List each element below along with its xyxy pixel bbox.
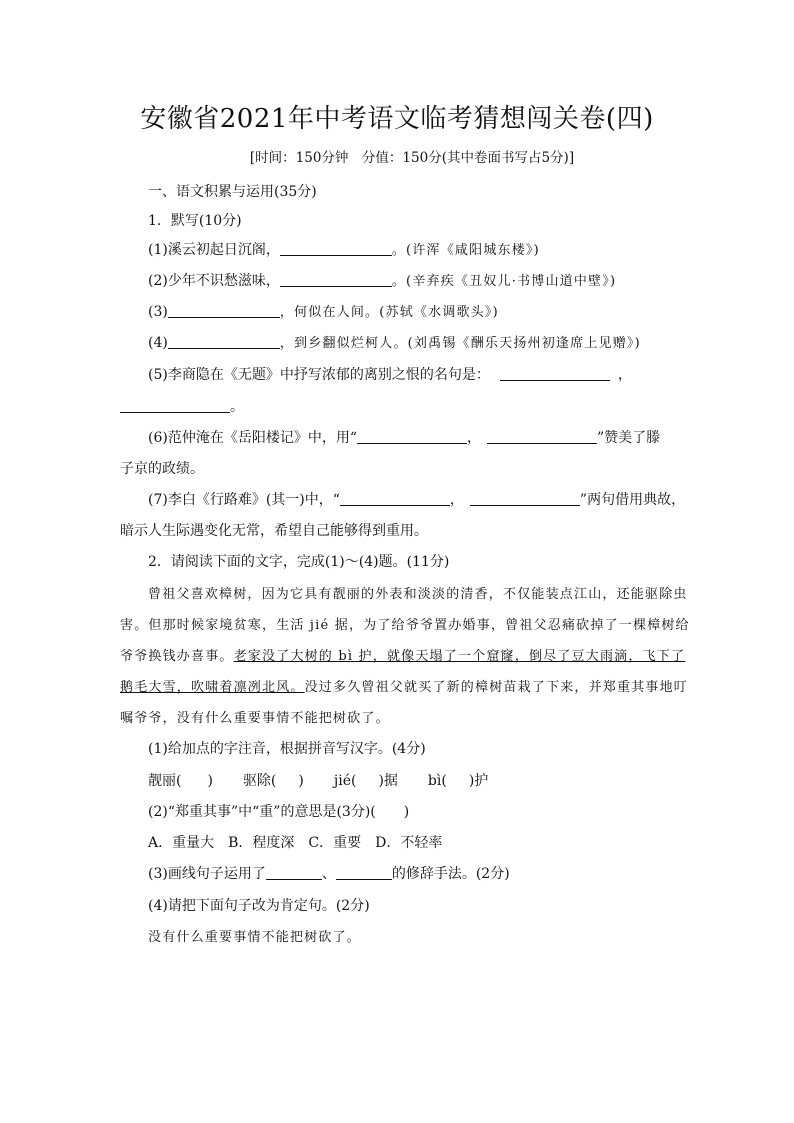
q2-sub-1-words	[148, 770, 488, 790]
passage-line	[120, 676, 688, 695]
q1-item-4	[148, 332, 641, 351]
q1-item-3-text: ，何似在人间。(苏轼《水调歌头》)	[279, 305, 499, 320]
exam-info: [时间：150分钟 分值：150分(其中卷面书写占5分)]	[249, 150, 575, 166]
q2-sub-3-text: (3)画线句子运用了	[148, 866, 266, 882]
question-2-heading: 2．请阅读下面的文字，完成(1)～(4)题。(11分)	[148, 554, 450, 570]
q1-item-6-tail: ”赞美了滕	[597, 430, 661, 446]
q1-item-5-end: 。	[230, 399, 244, 415]
q2-sub-2: (2)“郑重其事”中“重”的意思是(3分)( )	[148, 804, 410, 820]
underlined-sentence: 老家没了大树的 bì 护，就像天塌了一个窟窿，倒尽了豆大雨滴，飞下了	[233, 649, 686, 664]
answer-blank[interactable]	[168, 303, 280, 318]
q1-item-4-number: (4)	[148, 335, 168, 351]
q2-sub-3-tail: 的修辞手法。(2分)	[391, 866, 510, 882]
q2-sub-4: (4)请把下面句子改为肯定句。(2分)	[148, 898, 370, 914]
word-3: jié(	[333, 773, 357, 789]
q1-item-2-text: (2)少年不识愁滋味，	[148, 273, 280, 289]
q1-item-1-source: 。(许浑《咸阳城东楼》)	[391, 243, 540, 258]
answer-blank[interactable]	[487, 429, 597, 444]
answer-blank[interactable]	[280, 241, 392, 256]
passage-line: 害。但那时候家境贫寒，生活 jié 据，为了给爷爷置办婚事，曾祖父忍痛砍掉了一棵樟树给	[120, 618, 690, 633]
page-title: 安徽省2021年中考语文临考猜想闯关卷(四)	[140, 104, 654, 134]
q2-sub-4-sentence: 没有什么重要事情不能把树砍了。	[148, 930, 362, 945]
q1-item-4-text: ，到乡翻似烂柯人。(刘禹锡《酬乐天扬州初逢席上见赠》)	[279, 336, 641, 351]
answer-blank[interactable]	[340, 491, 450, 506]
underlined-sentence: 鹅毛大雪，吹啸着凛冽北风。	[120, 680, 305, 695]
word-2-close: )	[298, 773, 304, 789]
word-3-close: )据	[378, 773, 398, 789]
q2-sub-3	[148, 863, 510, 883]
passage-line	[120, 645, 685, 664]
word-4-close: )护	[468, 773, 489, 789]
answer-blank[interactable]	[168, 334, 280, 349]
q1-item-5-comma: ，	[617, 367, 632, 383]
q1-item-3	[148, 301, 499, 320]
q1-item-7-tail: ”两句借用典故，	[579, 492, 686, 508]
q2-sub-1: (1)给加点的字注音，根据拼音写汉字。(4分)	[148, 741, 426, 757]
q1-item-1-text: (1)溪云初起日沉阁，	[148, 242, 280, 258]
q2-sub-2-options: A．重量大 B．程度深 C．重要 D．不轻率	[148, 835, 443, 851]
q1-item-5	[148, 364, 632, 384]
q1-item-7-cont: 暗示人生际遇变化无常，希望自己能够得到重用。	[120, 523, 428, 539]
word-1: 靓丽(	[148, 773, 182, 789]
word-4: bì(	[427, 773, 447, 789]
passage-text: 爷爷换钱办喜事。	[120, 649, 234, 664]
q1-item-6	[148, 427, 660, 447]
q1-item-6-comma: ，	[467, 430, 481, 446]
answer-blank[interactable]	[470, 491, 580, 506]
word-2: 驱除(	[242, 773, 277, 789]
q1-item-6-text: (6)范仲淹在《岳阳楼记》中，用“	[148, 430, 357, 446]
question-1-heading: 1．默写(10分)	[148, 213, 242, 229]
q1-item-1	[148, 239, 540, 259]
q1-item-5-text: (5)李商隐在《无题》中抒写浓郁的离别之恨的名句是：	[148, 367, 490, 383]
q1-item-5-cont	[120, 396, 244, 416]
q1-item-2	[148, 270, 616, 290]
q1-item-3-number: (3)	[148, 304, 168, 320]
q1-item-2-source: 。(辛弃疾《丑奴儿·书博山道中壁》)	[391, 274, 617, 289]
section-heading: 一、语文积累与运用(35分)	[148, 184, 317, 200]
answer-blank[interactable]	[336, 865, 392, 880]
answer-blank[interactable]	[500, 366, 610, 381]
passage-text: 没过多久曾祖父就买了新的樟树苗栽了下来，并郑重其事地叮	[304, 680, 689, 695]
answer-blank[interactable]	[120, 398, 230, 413]
q1-item-7-text: (7)李白《行路难》(其一)中，“	[148, 492, 340, 508]
word-1-close: )	[207, 773, 213, 789]
answer-blank[interactable]	[280, 272, 392, 287]
q2-sub-3-sep: 、	[321, 866, 336, 882]
q1-item-7	[148, 489, 685, 509]
passage-line: 曾祖父喜欢樟树，因为它具有靓丽的外表和淡淡的清香，不仅能装点江山，还能驱除虫	[148, 587, 688, 602]
q1-item-7-comma: ，	[449, 492, 464, 508]
answer-blank[interactable]	[357, 429, 467, 444]
answer-blank[interactable]	[266, 865, 322, 880]
q1-item-6-cont: 子京的政绩。	[120, 461, 204, 477]
passage-line: 嘱爷爷，没有什么重要事情不能把树砍了。	[120, 711, 390, 726]
